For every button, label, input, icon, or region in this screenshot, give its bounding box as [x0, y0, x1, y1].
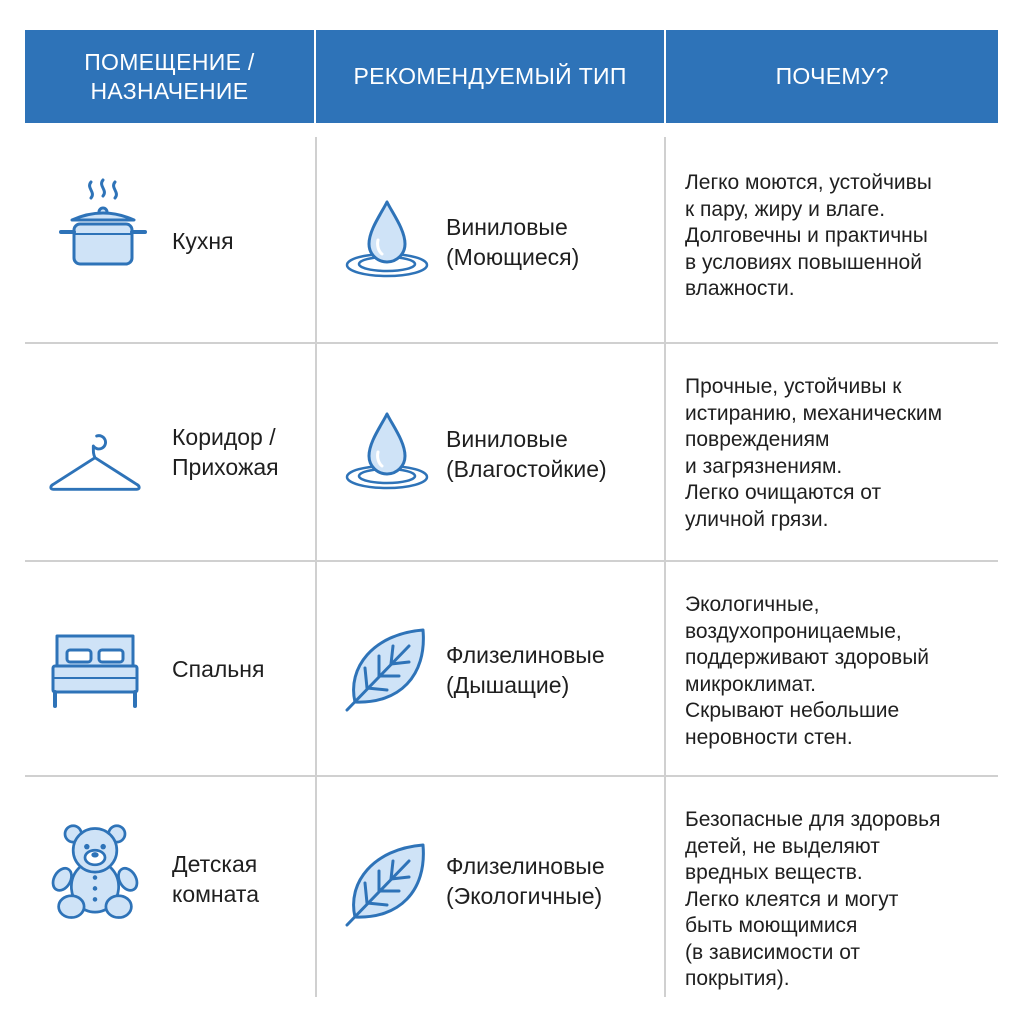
reason-text: Прочные, устойчивы к истиранию, механическим повреждениям и загрязнениям. Легко очищаются от уличной грязи. — [685, 375, 943, 531]
reason-text: Легко моются, устойчивы к пару, жиру и влаге. Долговечны и практичны в условиях повышенной влажности. — [685, 171, 932, 300]
water-drop-icon — [343, 408, 431, 496]
leaf-icon — [343, 624, 431, 712]
room-name: Детская комната — [172, 851, 259, 907]
reason-text: Экологичные, воздухопроницаемые, поддерживают здоровый микроклимат. Скрывают небольшие неровности стен. — [685, 593, 930, 749]
header-recommended-type: РЕКОМЕНДУЕМЫЙ ТИП — [314, 30, 665, 123]
table-header — [25, 30, 998, 123]
wallpaper-type: Виниловые (Влагостойкие) — [446, 426, 607, 482]
leaf-icon — [343, 839, 431, 927]
room-name: Спальня — [172, 656, 265, 682]
reason-text: Безопасные для здоровья детей, не выделяют вредных веществ. Легко клеятся и могут быть моющимися (в зависимости от покрытия). — [685, 808, 941, 990]
bed-icon — [45, 620, 145, 720]
header-room: ПОМЕЩЕНИЕ / НАЗНАЧЕНИЕ — [84, 48, 255, 104]
header-why: ПОЧЕМУ? — [664, 30, 998, 123]
table-row-bedroom — [25, 562, 998, 775]
cooking-pot-icon — [45, 176, 145, 276]
table-row-kitchen — [25, 124, 998, 342]
table-row-kids-room — [25, 777, 998, 997]
room-name: Кухня — [172, 228, 234, 254]
table-row-corridor — [25, 344, 998, 560]
wallpaper-type: Виниловые (Моющиеся) — [446, 214, 580, 270]
hanger-icon — [45, 416, 145, 516]
room-name: Коридор / Прихожая — [172, 424, 279, 480]
wallpaper-type: Флизелиновые (Дышащие) — [446, 642, 605, 698]
teddy-bear-icon — [45, 823, 145, 923]
wallpaper-type: Флизелиновые (Экологичные) — [446, 853, 605, 909]
water-drop-icon — [343, 196, 431, 284]
